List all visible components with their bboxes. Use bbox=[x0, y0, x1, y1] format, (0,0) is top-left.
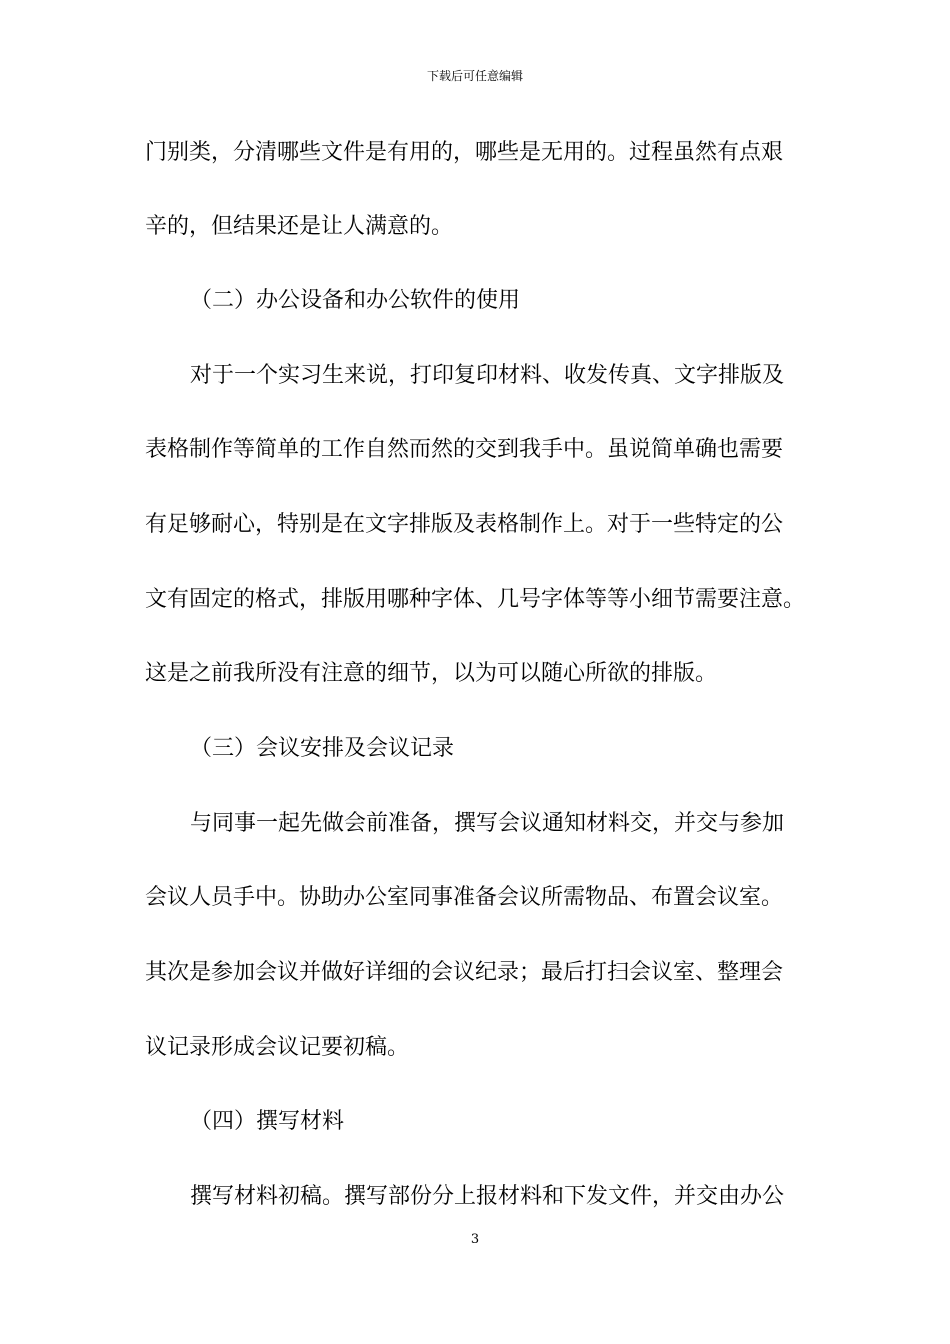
body-text-line: 与同事一起先做会前准备，撰写会议通知材料交，并交与参加 bbox=[190, 811, 785, 836]
body-text-line: 这是之前我所没有注意的细节，以为可以随心所欲的排版。 bbox=[145, 661, 718, 686]
section-heading: （三）会议安排及会议记录 bbox=[190, 736, 455, 761]
body-text-line: 会议人员手中。协助办公室同事准备会议所需物品、布置会议室。 bbox=[145, 885, 784, 910]
body-text-line: 议记录形成会议记要初稿。 bbox=[145, 1035, 410, 1060]
body-text-line: 其次是参加会议并做好详细的会议纪录；最后打扫会议室、整理会 bbox=[145, 960, 784, 985]
body-text-line: 文有固定的格式，排版用哪种字体、几号字体等等小细节需要注意。 bbox=[145, 587, 806, 612]
page-number: 3 bbox=[470, 1232, 480, 1247]
section-heading: （二）办公设备和办公软件的使用 bbox=[190, 288, 521, 313]
section-heading: （四）撰写材料 bbox=[190, 1109, 345, 1134]
page-header: 下载后可任意编辑 bbox=[426, 69, 523, 83]
body-text-line: 辛的，但结果还是让人满意的。 bbox=[145, 214, 454, 239]
body-text-line: 对于一个实习生来说，打印复印材料、收发传真、文字排版及 bbox=[190, 363, 785, 388]
body-text-line: 门别类，分清哪些文件是有用的，哪些是无用的。过程虽然有点艰 bbox=[145, 140, 784, 165]
body-text-line: 有足够耐心，特别是在文字排版及表格制作上。对于一些特定的公 bbox=[145, 512, 784, 537]
body-text-line: 撰写材料初稿。撰写部份分上报材料和下发文件，并交由办公 bbox=[190, 1184, 785, 1209]
body-text-line: 表格制作等简单的工作自然而然的交到我手中。虽说简单确也需要 bbox=[145, 437, 784, 462]
